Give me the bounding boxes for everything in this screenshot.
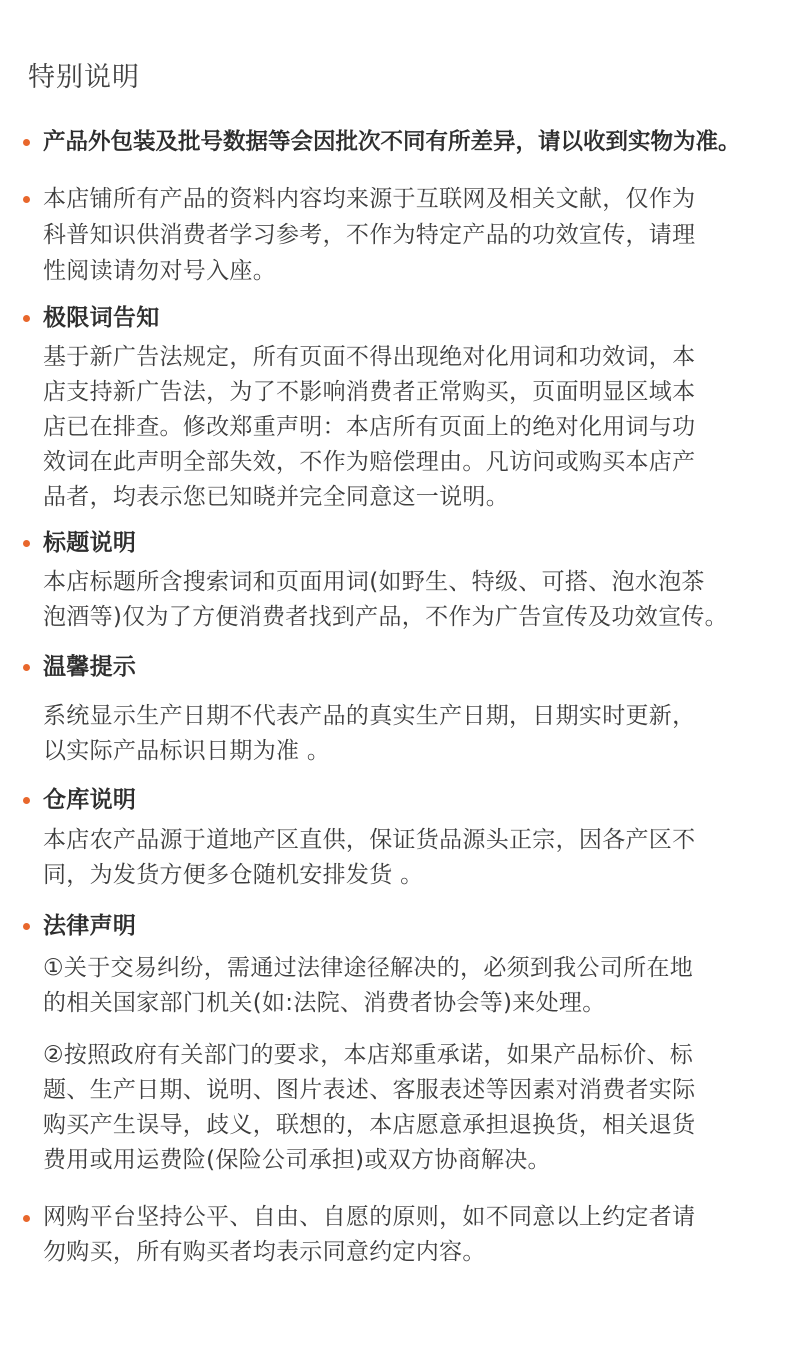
extreme-words-line: 基于新广告法规定，所有页面不得出现绝对化用词和功效词，本 (43, 344, 696, 370)
section-heading-legal: 法律声明 (43, 913, 137, 939)
source-line: 科普知识供消费者学习参考，不作为特定产品的功效宣传，请理 (43, 222, 696, 248)
extreme-words-line: 效词在此声明全部失效，不作为赔偿理由。凡访问或购买本店产 (43, 449, 696, 475)
legal-para2-line: 题、生产日期、说明、图片表述、客服表述等因素对消费者实际 (43, 1077, 696, 1103)
legal-para2-line: 费用或用运费险(保险公司承担)或双方协商解决。 (43, 1147, 551, 1173)
platform-line: 勿购买，所有购买者均表示同意约定内容。 (43, 1239, 486, 1265)
source-line: 性阅读请勿对号入座。 (43, 258, 276, 284)
extreme-words-line: 品者，均表示您已知晓并完全同意这一说明。 (43, 484, 509, 510)
section-heading-tips: 温馨提示 (43, 654, 137, 680)
bullet-dot (23, 923, 30, 930)
bullet-dot (23, 664, 30, 671)
page-title: 特别说明 (28, 62, 140, 93)
title-note-line: 泡酒等)仅为了方便消费者找到产品，不作为广告宣传及功效宣传。 (43, 604, 728, 630)
legal-para1-line: ①关于交易纠纷，需通过法律途径解决的，必须到我公司所在地 (43, 955, 694, 981)
packaging-notice: 产品外包装及批号数据等会因批次不同有所差异，请以收到实物为准。 (43, 129, 741, 155)
bullet-dot (23, 139, 30, 146)
bullet-dot (23, 1215, 30, 1222)
section-heading-warehouse: 仓库说明 (43, 787, 137, 813)
platform-line: 网购平台坚持公平、自由、自愿的原则，如不同意以上约定者请 (43, 1204, 696, 1230)
bullet-dot (23, 196, 30, 203)
title-note-line: 本店标题所含搜索词和页面用词(如野生、特级、可搭、泡水泡茶 (43, 569, 705, 595)
legal-para2-line: ②按照政府有关部门的要求，本店郑重承诺，如果产品标价、标 (43, 1042, 694, 1068)
bullet-dot (23, 315, 30, 322)
tips-line: 以实际产品标识日期为准 。 (43, 738, 331, 764)
source-line: 本店铺所有产品的资料内容均来源于互联网及相关文献，仅作为 (43, 186, 696, 212)
section-heading-title-note: 标题说明 (43, 530, 137, 556)
legal-para1-line: 的相关国家部门机关(如:法院、消费者协会等)来处理。 (43, 990, 606, 1016)
extreme-words-line: 店已在排查。修改郑重声明：本店所有页面上的绝对化用词与功 (43, 414, 696, 440)
extreme-words-line: 店支持新广告法，为了不影响消费者正常购买，页面明显区域本 (43, 379, 696, 405)
bullet-dot (23, 797, 30, 804)
section-heading-extreme-words: 极限词告知 (43, 305, 160, 331)
tips-line: 系统显示生产日期不代表产品的真实生产日期，日期实时更新， (43, 703, 696, 729)
legal-para2-line: 购买产生误导，歧义，联想的，本店愿意承担退换货，相关退货 (43, 1112, 696, 1138)
warehouse-line: 本店农产品源于道地产区直供，保证货品源头正宗，因各产区不 (43, 827, 696, 853)
warehouse-line: 同，为发货方便多仓随机安排发货 。 (43, 862, 424, 888)
bullet-dot (23, 540, 30, 547)
